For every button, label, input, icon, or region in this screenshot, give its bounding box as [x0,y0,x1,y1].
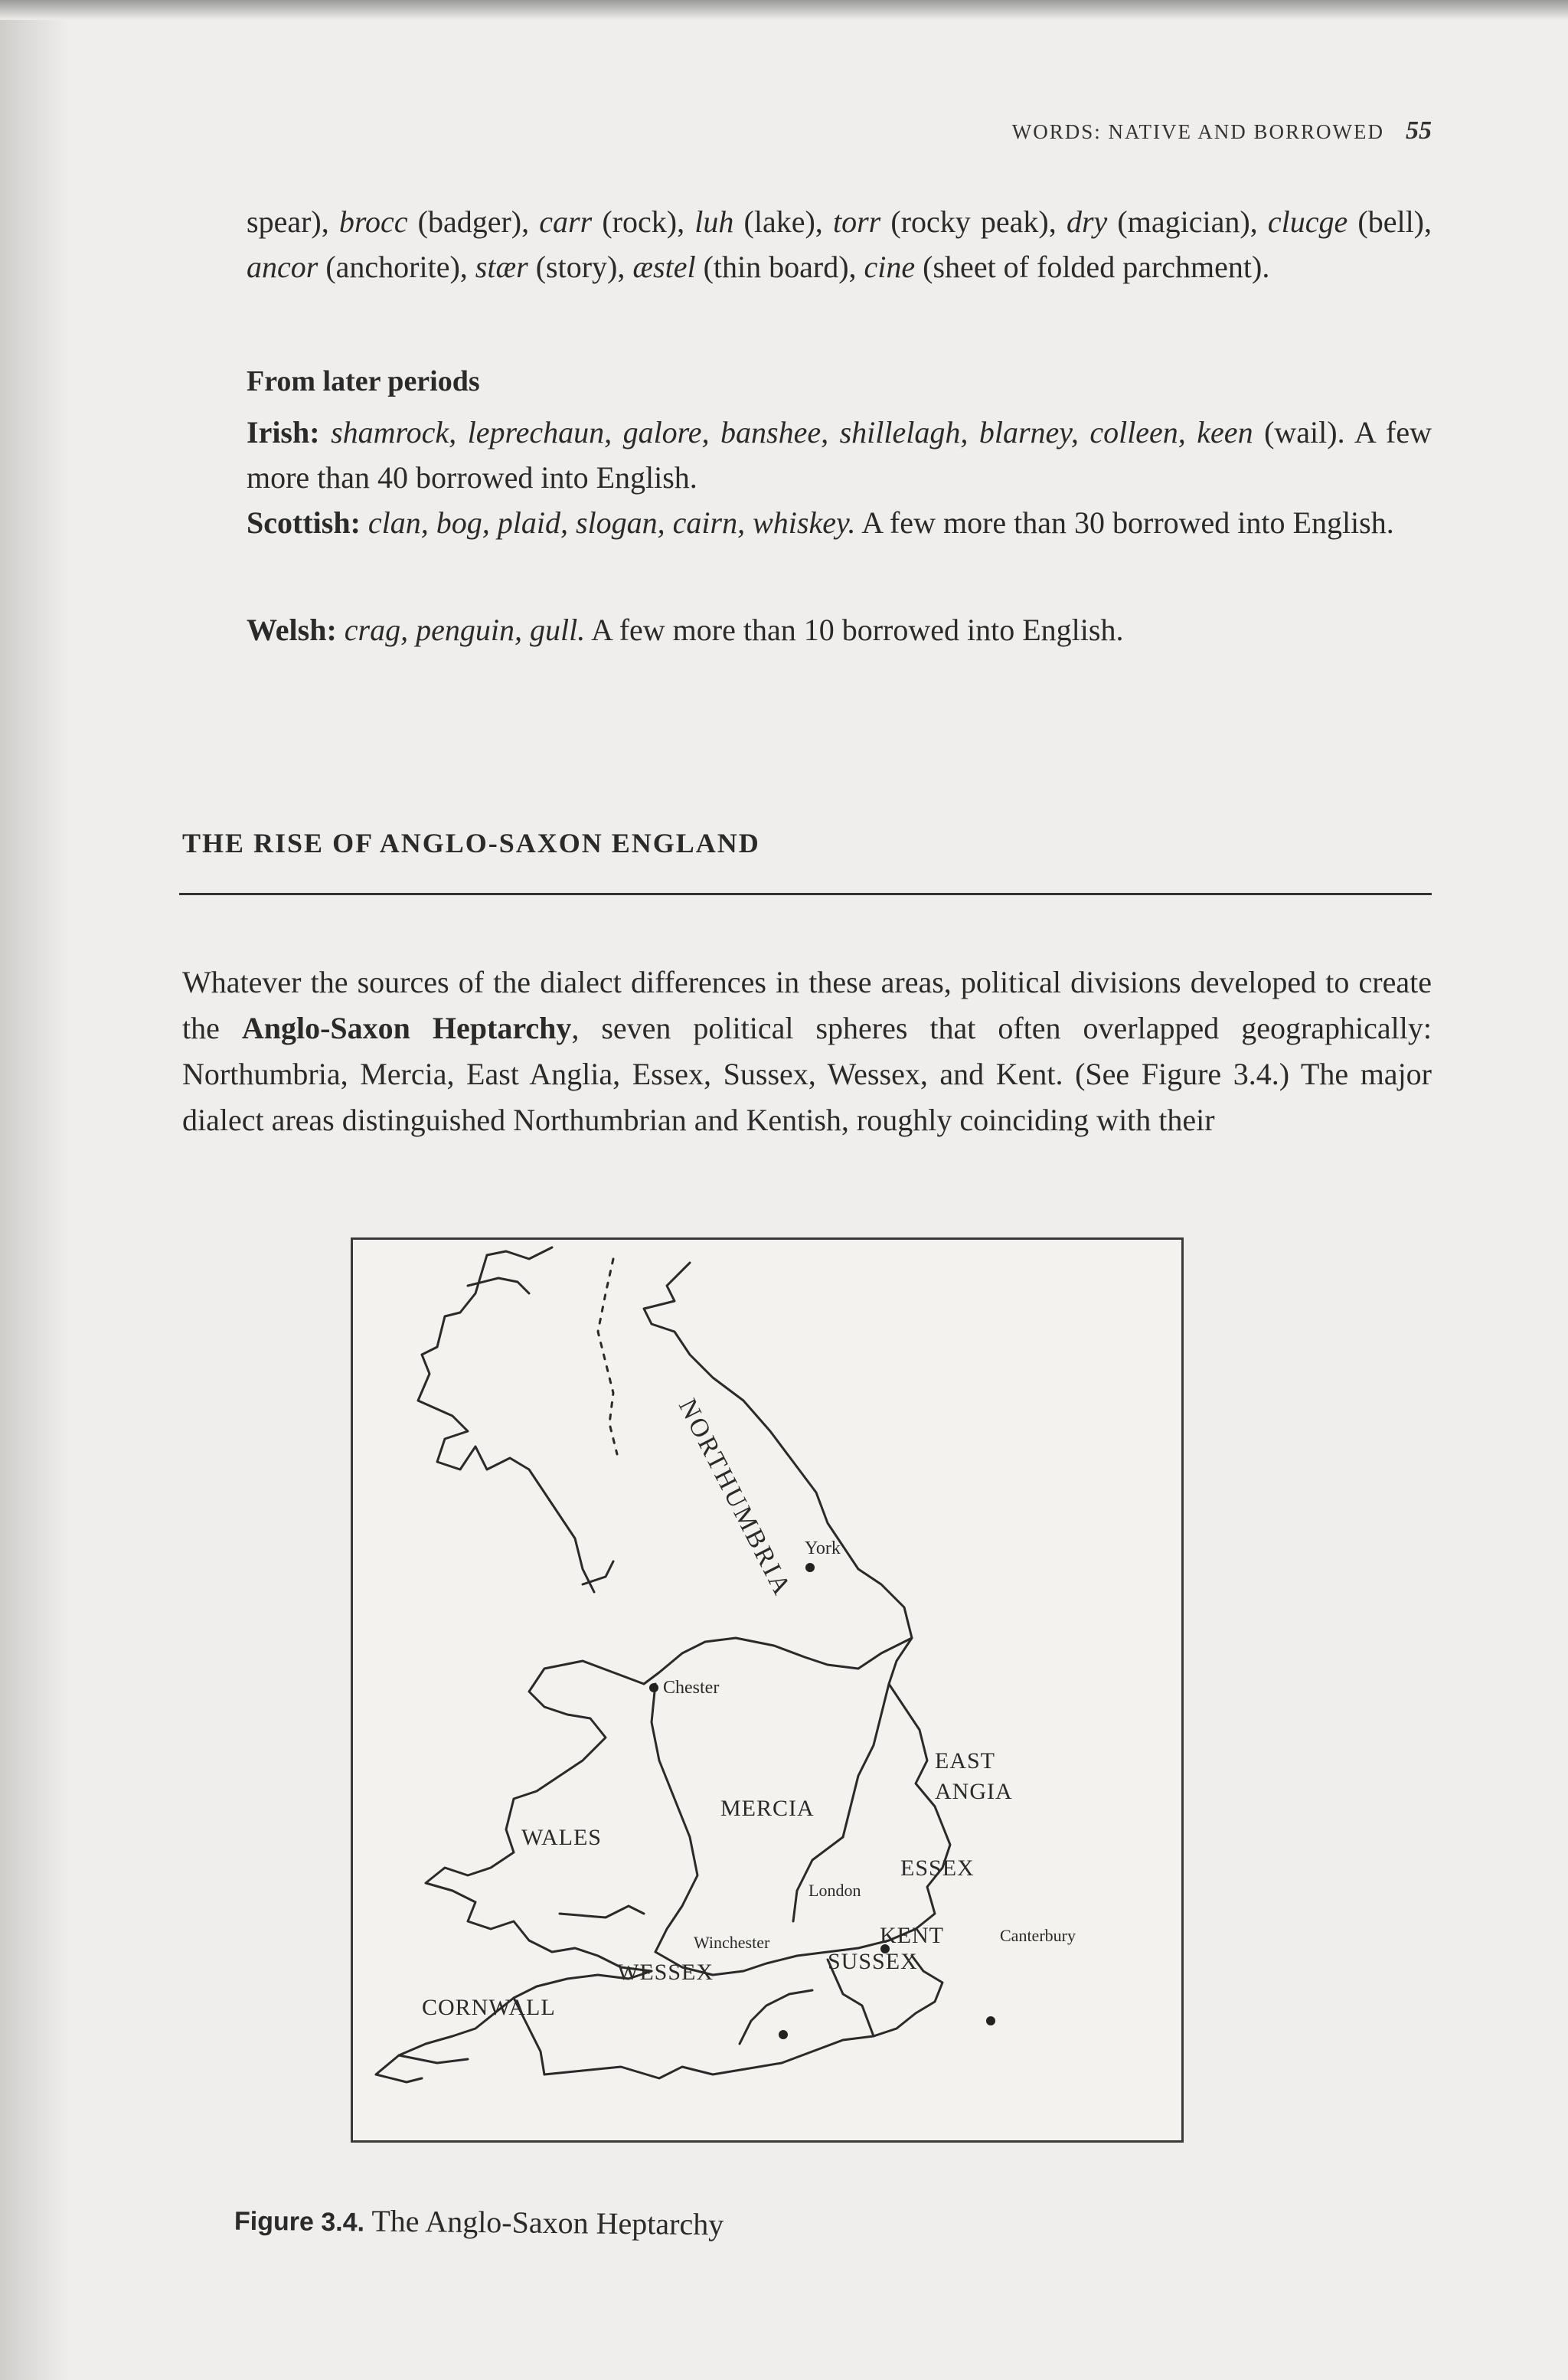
winchester-dot [779,2030,788,2039]
label-northumbria: NORTHUMBRIA [672,1394,797,1601]
sussex-border [740,1990,812,2044]
coastline-wessex-south [544,1956,942,2078]
label-chester: Chester [663,1678,720,1698]
label-anglia: ANGIA [935,1779,1013,1804]
coastline-south [376,1971,652,2082]
running-title: WORDS: NATIVE AND BORROWED [1011,120,1384,143]
label-canterbury: Canterbury [1000,1926,1076,1945]
essex-border [793,1837,843,1921]
northumbria-south-border [644,1638,912,1684]
later-periods-heading: From later periods [247,365,480,397]
irish-entry: Irish: shamrock, leprechaun, galore, banshee, shillelagh, blarney, colleen, keen (wail). A few more than 40 borrowed into English. [247,415,1432,495]
label-wessex: WESSEX [617,1960,714,1985]
borrowed-words-paragraph: spear), brocc (badger), carr (rock), luh (lake), torr (rocky peak), dry (magician), clucge (bell), ancor (anchorite), stær (story), æstel (thin board), cine (sheet of folded parchment). [247,204,1432,284]
wales-border [652,1684,697,1952]
coastline-scot-west [468,1247,552,1293]
east-anglia-border [843,1684,889,1837]
label-east: EAST [935,1748,995,1774]
figure-caption [234,2202,724,2243]
page-top-shadow [0,0,1568,20]
heptarchy-map [351,1237,1184,2143]
figure-label: Figure 3.4. [234,2206,365,2238]
figure-caption-text: The Anglo-Saxon Heptarchy [371,2203,724,2242]
york-dot [805,1563,815,1572]
section-title: THE RISE OF ANGLO-SAXON ENGLAND [182,828,760,858]
running-header [865,116,1432,145]
scottish-entry: Scottish: clan, bog, plaid, slogan, cairn, whiskey. A few more than 30 borrowed into English. [247,505,1394,540]
label-sussex: SUSSEX [828,1949,918,1974]
label-london: London [808,1881,861,1900]
welsh-entry: Welsh: crag, penguin, gull. A few more than 10 borrowed into English. [247,613,1124,647]
coastline-west [426,1661,652,1971]
canterbury-dot [986,2016,995,2025]
label-mercia: MERCIA [720,1796,815,1821]
label-kent: KENT [880,1923,944,1948]
northumbria-west-border [598,1259,617,1454]
map-drawing [353,1240,1181,2140]
label-wales: WALES [521,1825,602,1850]
label-essex: ESSEX [900,1855,975,1881]
coastline-east [644,1263,950,1929]
book-spine-shadow [0,0,69,2380]
label-winchester: Winchester [694,1933,770,1952]
page-number: 55 [1406,116,1432,145]
coastline-north [418,1255,613,1592]
chester-dot [649,1683,658,1692]
label-cornwall: CORNWALL [422,1995,556,2020]
severn-estuary [560,1906,644,1917]
heptarchy-paragraph: Whatever the sources of the dialect differences in these areas, political divisions developed to create the Anglo-Saxon Heptarchy, seven political spheres that often overlapped geographically: Northumbria, Mercia, East Anglia, Essex, Sussex, Wessex, and Kent. (See Figure 3.4.) The major dialect areas distinguished Northumbrian and Kentish, roughly coinciding with their [182,965,1432,1137]
label-york: York [805,1538,841,1558]
section-rule [179,893,1432,895]
